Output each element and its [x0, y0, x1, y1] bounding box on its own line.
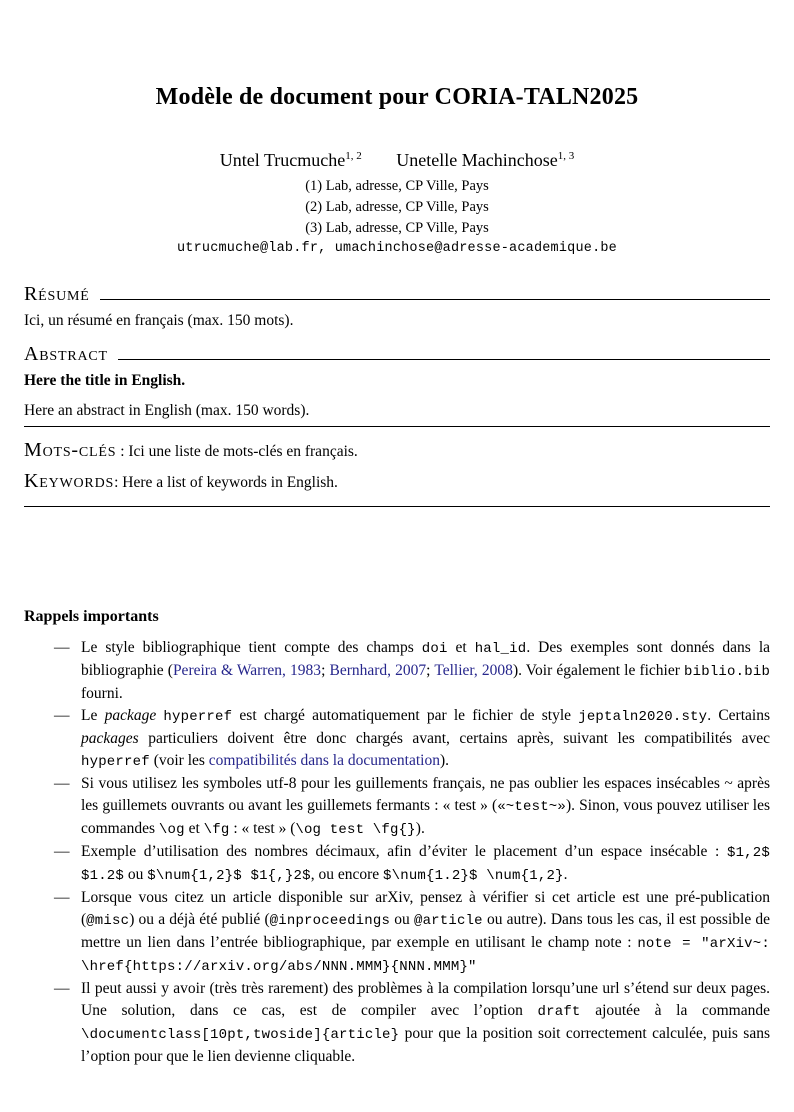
link-compatibilites-documentation[interactable]: compatibilités dans la documentation — [208, 752, 440, 770]
plain-text: ). Voir également le fichier — [512, 662, 685, 680]
resume-section-heading — [24, 284, 770, 304]
plain-text: Si vous utilisez les symboles utf-8 pour les guillements français, ne pas oublier les espaces insécables ~ après les guillemets ouvrants ou avant les guillemets fermants : « test » ( — [81, 775, 770, 815]
list-item — [24, 841, 770, 887]
list-item-text — [81, 705, 770, 773]
author-affiliation-sup: 1, 2 — [345, 150, 362, 162]
code-text: \fg — [203, 822, 230, 839]
abstract-section-heading — [24, 344, 770, 364]
code-text: \og — [158, 822, 185, 839]
author-1 — [220, 150, 362, 170]
english-title: Here the title in English. — [24, 372, 186, 389]
plain-text: fourni. — [81, 685, 123, 703]
reminders-heading: Rappels importants — [24, 608, 159, 626]
bullet-dash: — — [54, 775, 70, 793]
bullet-dash: — — [54, 889, 70, 907]
author-line — [24, 149, 770, 172]
abstract-block-bottom-rule — [24, 506, 770, 507]
reminders-list — [24, 637, 770, 1068]
list-item — [24, 773, 770, 841]
code-text: @misc — [86, 913, 130, 930]
plain-text: ) ou a déjà été publié ( — [129, 911, 270, 929]
code-text: @article — [413, 913, 483, 930]
code-text: @inproceedings — [269, 913, 391, 930]
plain-text: est chargé automatiquement par le fichier de style — [232, 707, 579, 725]
plain-text: ). Sinon, vous pouvez utiliser les commandes — [81, 797, 770, 838]
code-text: hyperref — [163, 709, 233, 726]
list-item — [24, 887, 770, 978]
list-item-text — [81, 887, 770, 978]
mots-cles-line — [24, 439, 770, 463]
list-item-text — [81, 637, 770, 705]
keywords-separator: : — [114, 474, 123, 491]
author-2 — [396, 150, 574, 170]
code-text: «~test~» — [497, 799, 566, 816]
plain-text: ou — [124, 866, 148, 884]
affiliation-line-2: (2) Lab, adresse, CP Ville, Pays — [305, 199, 489, 215]
code-text: \documentclass[10pt,twoside]{article} — [81, 1027, 400, 1044]
citation-pereira-warren-1983[interactable]: Pereira & Warren, 1983 — [172, 662, 322, 680]
plain-text: ; — [321, 662, 330, 680]
code-text: hyperref — [81, 754, 150, 771]
list-item — [24, 637, 770, 705]
code-text: hal_id — [474, 641, 527, 658]
plain-text: ; — [426, 662, 435, 680]
list-item — [24, 978, 770, 1068]
list-item-text — [81, 978, 770, 1068]
plain-text: ou — [390, 911, 414, 929]
plain-text: Le — [81, 707, 105, 725]
author-name: Unetelle Machinchose — [396, 150, 558, 170]
plain-text: et — [184, 820, 204, 838]
author-name: Untel Trucmuche — [219, 150, 346, 170]
code-text: $\num{1,2}$ $1{,}2$ — [147, 868, 311, 885]
italic-text: packages — [81, 730, 139, 748]
plain-text: Le style bibliographique tient compte des champs — [81, 639, 422, 657]
mots-cles-separator: : — [116, 443, 129, 460]
italic-text: package — [104, 707, 157, 725]
plain-text: Exemple d’utilisation des nombres décimaux, afin d’éviter le placement d’un espace insécable : — [81, 843, 727, 861]
citation-tellier-2008[interactable]: Tellier, 2008 — [434, 662, 513, 680]
bullet-dash: — — [54, 639, 70, 657]
code-text: jeptaln2020.sty — [578, 709, 708, 726]
plain-text: ). — [439, 752, 449, 770]
plain-text: Lorsque vous citez un article disponible sur arXiv, pensez à vérifier si cet article est une pré-publication ( — [81, 889, 770, 929]
abstract-label: Abstract — [24, 343, 108, 365]
abstract-text: Here an abstract in English (max. 150 words). — [24, 400, 770, 427]
code-text: \og test \fg{} — [295, 822, 416, 839]
plain-text: (voir les — [149, 752, 209, 770]
plain-text: . — [563, 866, 568, 884]
keywords-label: Keywords — [24, 470, 115, 492]
bullet-dash: — — [54, 843, 70, 861]
plain-text: , ou encore — [310, 866, 384, 884]
plain-text: : « test » ( — [229, 820, 296, 838]
resume-label: Résumé — [24, 283, 90, 305]
bullet-dash: — — [54, 980, 70, 998]
plain-text: pour que la position soit correctement calculée, puis sans l’option pour que le lien devienne cliquable. — [81, 1025, 770, 1066]
mots-cles-text: Ici une liste de mots-clés en français. — [128, 443, 358, 460]
code-text: $\num{1.2}$ \num{1,2} — [383, 868, 564, 885]
resume-text: Ici, un résumé en français (max. 150 mots). — [24, 312, 294, 329]
list-item-text — [81, 773, 770, 841]
plain-text: ajoutée à la commande — [580, 1002, 770, 1020]
citation-bernhard-2007[interactable]: Bernhard, 2007 — [329, 662, 427, 680]
heading-rule — [118, 359, 770, 360]
plain-text: Il peut aussi y avoir (très très rarement) des problèmes à la compilation lorsqu’une url s’étend sur deux pages. Une solution, dans ce cas, est de compiler avec l’option — [81, 980, 770, 1020]
author-affiliation-sup: 1, 3 — [557, 150, 575, 162]
author-emails: utrucmuche@lab.fr, umachinchose@adresse-academique.be — [177, 241, 617, 256]
code-text: draft — [537, 1004, 581, 1021]
code-text: note = "arXiv~: \href{https://arxiv.org/abs/NNN.MMM}{NNN.MMM}" — [81, 936, 770, 976]
plain-text: ou autre). Dans tous les cas, il est possible de mettre un lien dans l’entrée bibliographique, par exemple en utilisant le champ note : — [81, 911, 771, 952]
affiliations-block — [24, 176, 770, 239]
plain-text: particuliers doivent être donc chargés avant, certains après, suivant les compatibilités avec — [138, 730, 770, 748]
plain-text: . Des exemples sont donnés dans la bibliographie ( — [81, 639, 770, 680]
keywords-line — [24, 470, 770, 494]
code-text: biblio.bib — [684, 664, 771, 681]
code-text: $1,2$ $1.2$ — [81, 845, 770, 885]
code-text: doi — [421, 641, 448, 658]
bullet-dash: — — [54, 707, 70, 725]
heading-rule — [100, 299, 770, 300]
keywords-text: Here a list of keywords in English. — [122, 474, 338, 491]
plain-text: ). — [415, 820, 425, 838]
mots-cles-label: Mots-clés — [24, 439, 117, 461]
plain-text: et — [447, 639, 475, 657]
list-item — [24, 705, 770, 773]
affiliation-line-1: (1) Lab, adresse, CP Ville, Pays — [305, 178, 489, 194]
plain-text: . Certains — [707, 707, 770, 725]
document-title: Modèle de document pour CORIA-TALN2025 — [155, 84, 639, 110]
affiliation-line-3: (3) Lab, adresse, CP Ville, Pays — [305, 220, 489, 236]
list-item-text — [81, 841, 770, 887]
